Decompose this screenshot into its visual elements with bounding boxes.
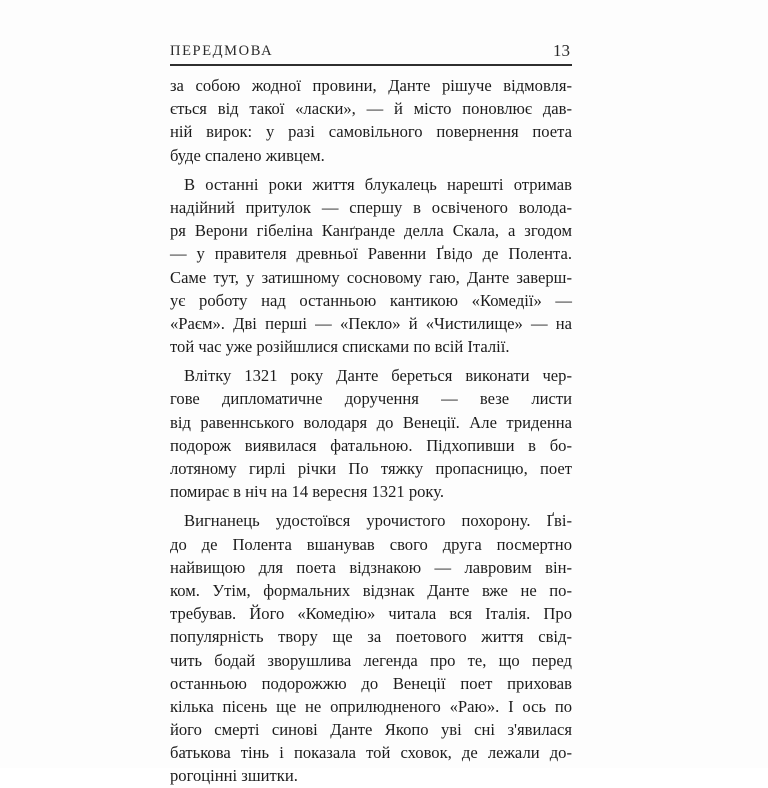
paragraph [170,364,572,503]
text-line: Вигнанець удостоївся урочистого похорону. Ґві- [184,511,572,531]
text-line: помирає в ніч на 14 вересня 1321 року. [170,482,445,502]
text-line: ком. Утім, формальних відзнак Данте вже не по- [170,580,572,600]
text-line: той час уже розійшлися списками по всій Італії. [170,337,510,357]
text-line: рогоцінні зшитки. [170,766,298,786]
text-line: ється від такої «ласки», — й місто поновлює дав- [170,99,572,119]
text-line: батькова тінь і показала той сховок, де лежали до- [170,743,572,763]
running-title: ПЕРЕДМОВА [170,43,274,59]
text-line: Влітку 1321 року Данте береться виконати чер- [184,366,572,386]
running-head [170,40,572,66]
text-line: кілька пісень ще не оприлюдненого «Раю». І ось по [170,696,572,716]
header-rule [170,64,572,66]
text-line: надійний притулок — спершу в освіченого волода- [170,197,572,217]
text-line: «Раєм». Дві перші — «Пекло» й «Чистилище» — на [170,313,572,333]
text-line: його смерті синові Данте Якопо уві сні з'явилася [170,720,572,740]
paragraph [170,74,572,167]
text-line: гове дипломатичне доручення — везе листи [170,389,572,409]
text-line: подорож виявилася фатальною. Підхопивши в бо- [170,435,572,455]
text-line: ній вирок: у разі самовільного повернення поета [170,122,572,142]
text-line: буде спалено живцем. [170,145,325,165]
text-line: Саме тут, у затишному сосновому гаю, Данте заверш- [170,267,572,287]
text-line: — у правителя древньої Равенни Ґвідо де Полента. [170,244,572,264]
text-line: В останні роки життя блукалець нарешті отримав [184,174,572,194]
text-line: ря Верони гібеліна Канґранде делла Скала, а згодом [170,221,572,241]
text-line: за собою жодної провини, Данте рішуче відмовля- [170,76,572,95]
text-line: ує роботу над останньою кантикою «Комедії» — [170,290,572,310]
text-line: найвищою для поета відзнакою — лавровим він- [170,557,572,577]
text-line: популярність твору ще за поетового життя свід- [170,627,572,647]
paragraph [170,509,572,787]
text-line: від равеннського володаря до Венеції. Але триденна [170,412,572,432]
body-text [170,74,572,788]
text-line: останньою подорожжю до Венеції поет приховав [170,673,572,693]
page-number: 13 [553,41,570,60]
text-line: до де Полента вшанував свого друга посмертно [170,534,572,554]
text-line: чить бодай зворушлива легенда про те, що перед [170,650,572,670]
text-line: требував. Його «Комедію» читала вся Італія. Про [170,604,572,624]
text-line: лотяному гирлі річки По тяжку пропасницю, поет [170,459,572,478]
paragraph [170,173,572,359]
